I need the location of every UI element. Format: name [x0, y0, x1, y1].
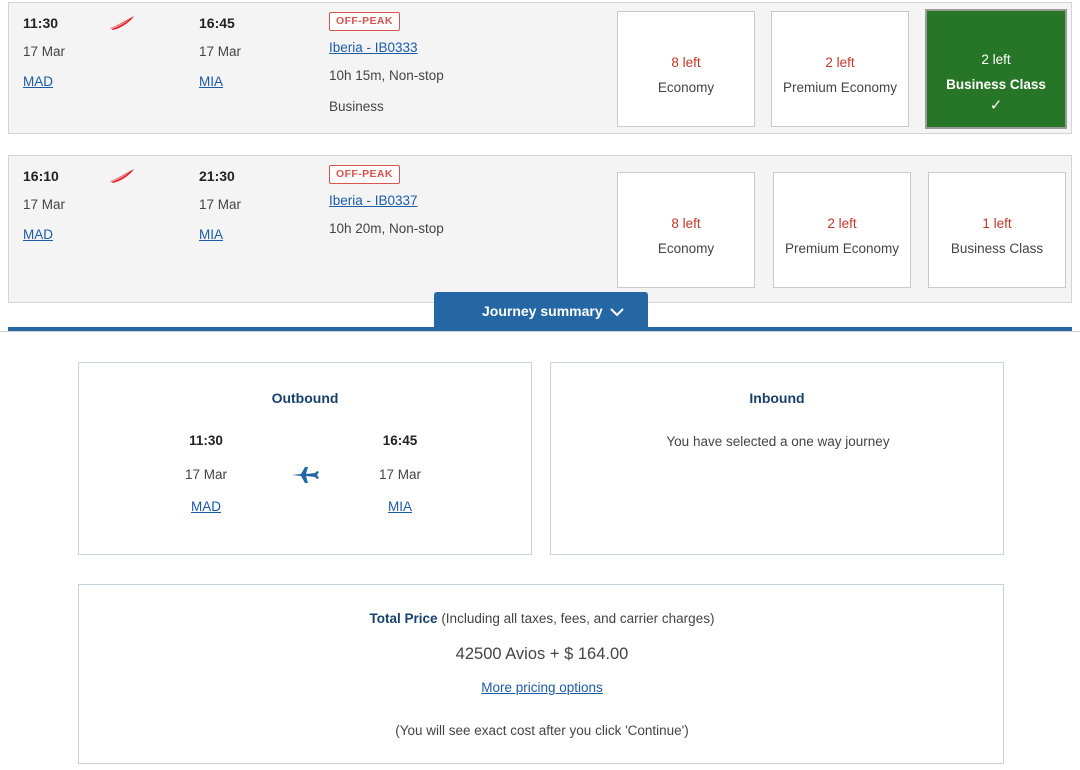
arrive-column — [199, 166, 289, 246]
outbound-arrive-time: 16:45 — [382, 433, 418, 448]
cabin-name: Premium Economy — [782, 80, 898, 95]
cabin-seats-left: 2 left — [827, 216, 857, 231]
summary-divider-line — [0, 331, 1080, 332]
check-icon: ✓ — [989, 97, 1003, 114]
flight-duration: 10h 20m, Non-stop — [329, 221, 444, 236]
arrive-date: 17 Mar — [199, 44, 242, 59]
outbound-depart-time: 11:30 — [189, 433, 223, 448]
cabin-option-economy[interactable] — [617, 11, 755, 127]
total-price-panel — [78, 584, 1004, 764]
cabin-seats-left: 1 left — [982, 216, 1012, 231]
depart-airport-link[interactable]: MAD — [23, 227, 53, 242]
outbound-summary-panel — [78, 362, 532, 555]
depart-date: 17 Mar — [23, 197, 66, 212]
depart-column — [23, 13, 113, 93]
cabin-seats-left: 8 left — [671, 55, 701, 70]
more-pricing-options-label[interactable]: More pricing options — [481, 680, 603, 695]
arrive-airport-link[interactable]: MIA — [199, 74, 224, 89]
arrive-column — [199, 13, 289, 93]
outbound-depart-airport-link[interactable]: MAD — [191, 499, 221, 514]
off-peak-badge: OFF-PEAK — [329, 165, 400, 184]
depart-airport-link[interactable]: MAD — [23, 74, 53, 89]
inbound-summary-panel — [550, 362, 1004, 555]
outbound-depart-date: 17 Mar — [184, 467, 228, 482]
depart-date: 17 Mar — [23, 44, 66, 59]
inbound-title: Inbound — [749, 390, 805, 406]
arrive-time: 21:30 — [199, 168, 235, 184]
total-price-label: Total Price — [369, 611, 438, 626]
cabin-option-premium-economy[interactable] — [771, 11, 909, 127]
iberia-logo-icon — [109, 168, 135, 184]
cabin-name: Business Class — [950, 241, 1044, 256]
depart-time: 16:10 — [23, 168, 59, 184]
flight-result-row[interactable] — [8, 155, 1072, 303]
cabin-option-premium-economy[interactable] — [773, 172, 911, 288]
outbound-title: Outbound — [271, 390, 339, 406]
total-price-heading — [79, 611, 1005, 626]
flight-number-link[interactable]: Iberia - IB0333 — [329, 40, 418, 55]
journey-summary-toggle[interactable] — [434, 292, 648, 330]
outbound-arrive-date: 17 Mar — [378, 467, 422, 482]
depart-time: 11:30 — [23, 15, 59, 31]
cabin-seats-left: 2 left — [825, 55, 855, 70]
cabin-option-business-class[interactable] — [928, 172, 1066, 288]
more-pricing-options-link[interactable] — [79, 680, 1005, 695]
arrive-airport-link[interactable]: MIA — [199, 227, 224, 242]
flight-number-link[interactable]: Iberia - IB0337 — [329, 193, 418, 208]
iberia-logo-icon — [109, 15, 135, 31]
cabin-option-business-class-selected[interactable] — [925, 9, 1067, 129]
arrive-date: 17 Mar — [199, 197, 242, 212]
arrive-time: 16:45 — [199, 15, 235, 31]
total-price-amount: 42500 Avios + $ 164.00 — [455, 645, 629, 663]
cabin-option-economy[interactable] — [617, 172, 755, 288]
total-price-heading-rest: (Including all taxes, fees, and carrier charges) — [437, 611, 715, 626]
flight-detail-column — [329, 11, 589, 114]
total-price-note: (You will see exact cost after you click 'Continue') — [395, 723, 689, 738]
cabin-seats-left: 2 left — [981, 52, 1011, 67]
outbound-arrive-airport-link[interactable]: MIA — [387, 499, 412, 514]
off-peak-badge: OFF-PEAK — [329, 12, 400, 31]
chevron-down-icon — [610, 304, 624, 313]
cabin-name: Premium Economy — [784, 241, 900, 256]
flight-result-row[interactable] — [8, 2, 1072, 134]
cabin-seats-left: 8 left — [671, 216, 701, 231]
depart-column — [23, 166, 113, 246]
airplane-icon — [290, 463, 320, 485]
flight-cabin-note: Business — [329, 99, 384, 114]
journey-summary-label: Journey summary — [482, 303, 603, 319]
inbound-note: You have selected a one way journey — [666, 434, 890, 449]
flight-duration: 10h 15m, Non-stop — [329, 68, 444, 83]
cabin-name: Economy — [657, 80, 715, 95]
cabin-name: Economy — [657, 241, 715, 256]
cabin-name: Business Class — [946, 77, 1046, 92]
flight-detail-column — [329, 164, 589, 252]
